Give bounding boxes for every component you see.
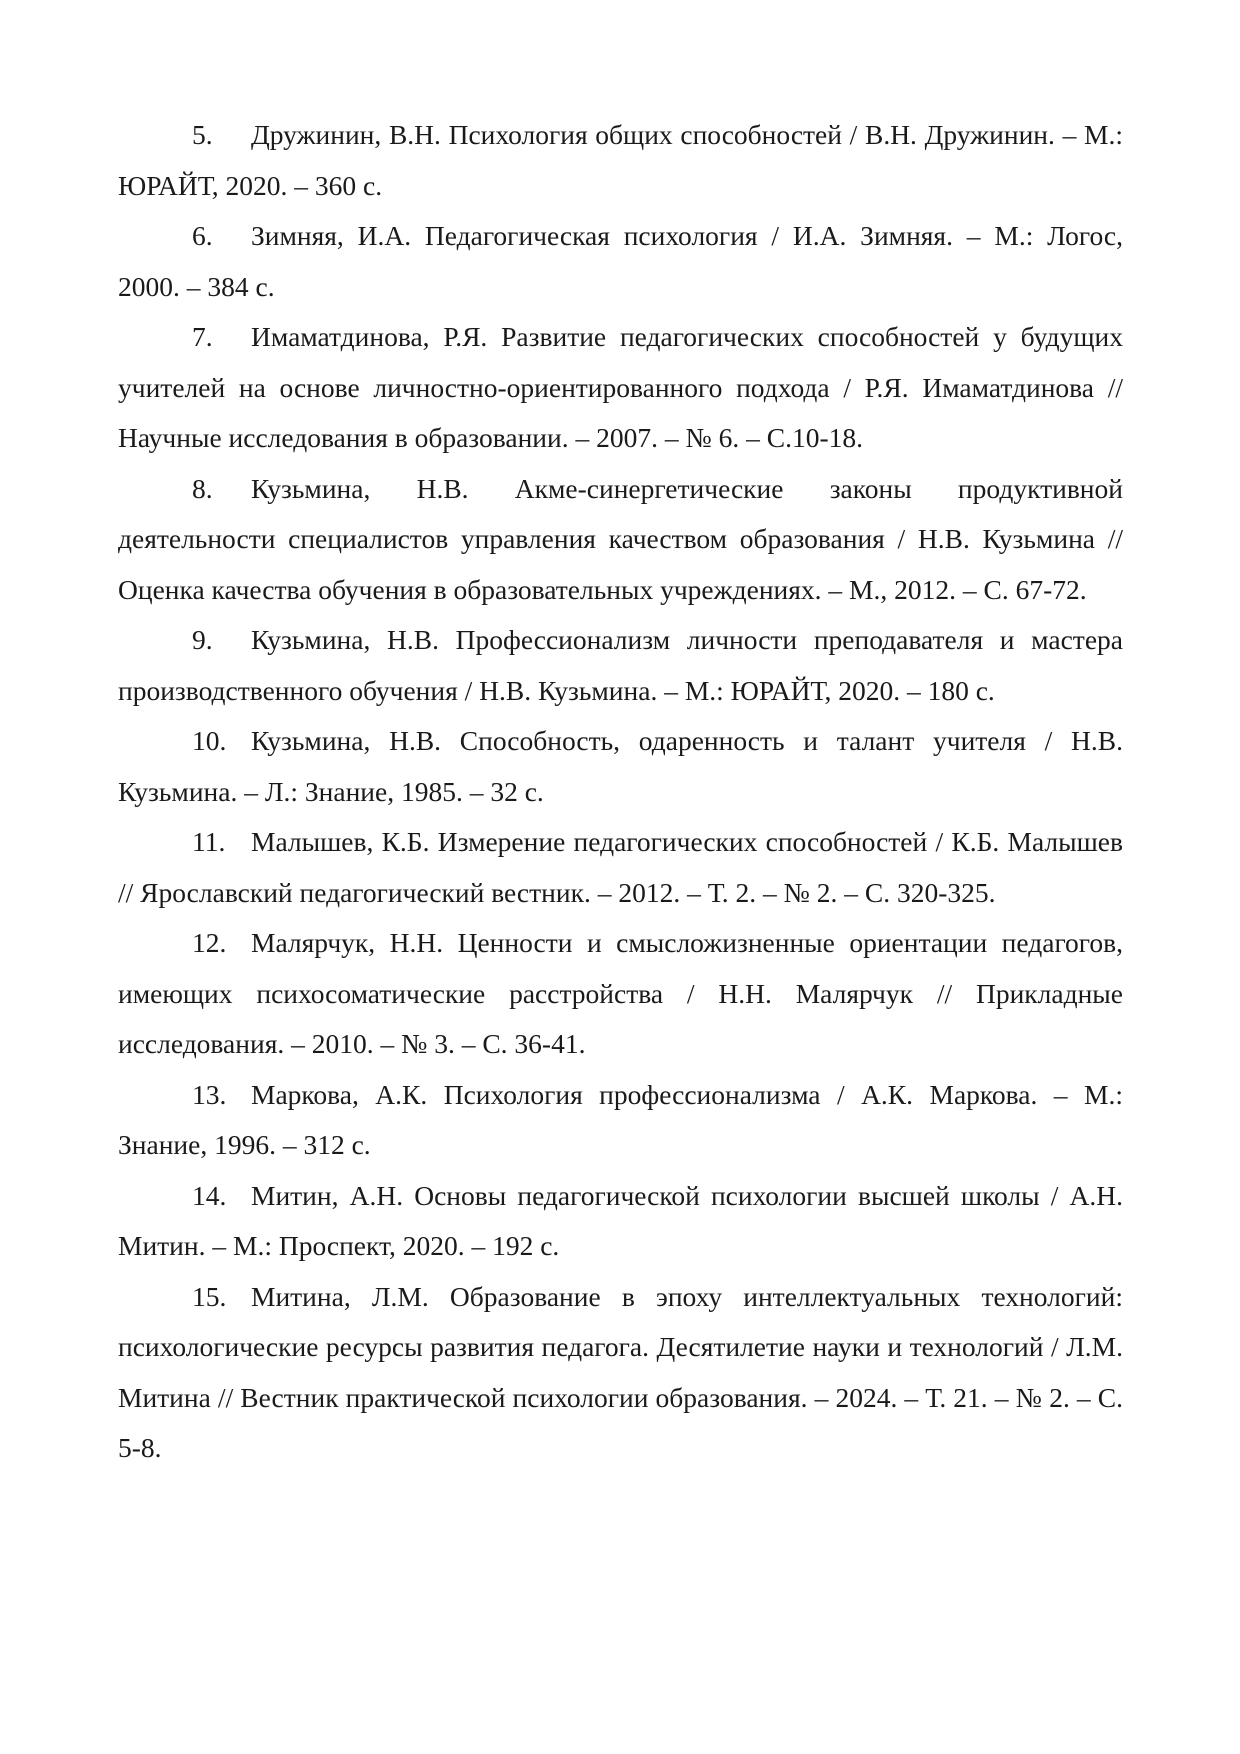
reference-number: 14. (192, 1179, 227, 1211)
reference-number: 9. (192, 624, 213, 655)
reference-text: Кузьмина, Н.В. Профессионализм личности преподавателя и мастера производственного обучения / Н.В. Кузьмина. – М.: ЮРАЙТ, 2020. – 180 с. (118, 624, 1123, 706)
reference-number: 7. (192, 321, 213, 352)
reference-text: Кузьмина, Н.В. Акме-синергетические законы продуктивной деятельности специалистов управления качеством образования / Н.В. Кузьмина // Оценка качества обучения в образовательных учреждениях. – М., 2012. – С. 67-72. (118, 472, 1123, 605)
reference-text: Кузьмина, Н.В. Способность, одаренность и талант учителя / Н.В. Кузьмина. – Л.: Знание, 1985. – 32 с. (118, 725, 1123, 807)
reference-text: Имаматдинова, Р.Я. Развитие педагогических способностей у будущих учителей на основе личностно-ориентированного подхода / Р.Я. Имаматдинова // Научные исследования в образовании. – 2007. – № 6. – С.10-18. (118, 321, 1123, 453)
reference-item (118, 716, 1123, 817)
reference-text: Маркова, А.К. Психология профессионализма / А.К. Маркова. – М.: Знание, 1996. – 312 с. (118, 1078, 1123, 1160)
reference-item (118, 817, 1123, 918)
reference-text: Малышев, К.Б. Измерение педагогических способностей / К.Б. Малышев // Ярославский педагогический вестник. – 2012. – Т. 2. – № 2. – С. 320-325. (118, 826, 1123, 908)
reference-text: Митина, Л.М. Образование в эпоху интеллектуальных технологий: психологические ресурсы развития педагога. Десятилетие науки и технологий / Л.М. Митина // Вестник практической психологии образования. – 2024. – Т. 21. – № 2. – С. 5-8. (118, 1280, 1123, 1463)
reference-number: 13. (192, 1078, 227, 1110)
reference-number: 5. (192, 119, 213, 150)
reference-item (118, 1171, 1123, 1272)
reference-item (118, 110, 1123, 211)
reference-text: Малярчук, Н.Н. Ценности и смысложизненные ориентации педагогов, имеющих психосоматические расстройства / Н.Н. Малярчук // Прикладные исследования. – 2010. – № 3. – С. 36-41. (118, 927, 1123, 1059)
reference-number: 15. (192, 1280, 227, 1312)
reference-number: 11. (192, 826, 226, 857)
reference-number: 8. (192, 472, 213, 504)
reference-item (118, 1272, 1123, 1474)
reference-item (118, 615, 1123, 716)
reference-number: 12. (192, 927, 227, 958)
reference-text: Митин, А.Н. Основы педагогической психологии высшей школы / А.Н. Митин. – М.: Проспект, 2020. – 192 с. (118, 1179, 1123, 1261)
reference-item (118, 464, 1123, 616)
reference-number: 10. (192, 725, 227, 756)
reference-text: Дружинин, В.Н. Психология общих способностей / В.Н. Дружинин. – М.: ЮРАЙТ, 2020. – 360 с. (118, 119, 1123, 201)
reference-item (118, 312, 1123, 464)
reference-item (118, 1070, 1123, 1171)
reference-list (118, 110, 1123, 1474)
reference-item (118, 918, 1123, 1070)
reference-text: Зимняя, И.А. Педагогическая психология / И.А. Зимняя. – М.: Логос, 2000. – 384 с. (118, 220, 1123, 302)
reference-number: 6. (192, 220, 213, 251)
reference-item (118, 211, 1123, 312)
